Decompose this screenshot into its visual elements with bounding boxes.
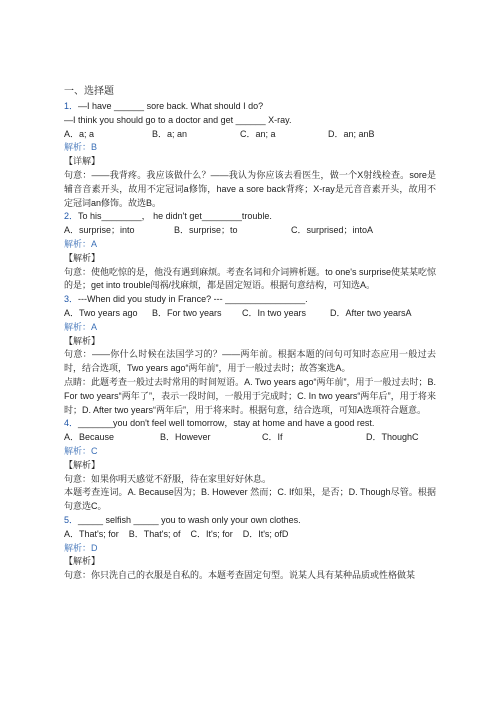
explanation-tag: 【详解】 (64, 156, 101, 167)
question-2 (64, 210, 436, 224)
options-row (64, 128, 436, 142)
options-row: A．That's; for B．That's; of C．It's; for D．It's; ofD (64, 528, 289, 539)
option-a: A．Because (64, 432, 115, 443)
explanation-note: 本题考查连词。A. Because因为；B. However 然而；C. If如果，是否；D. Though尽管。根据句意选C。 (64, 487, 436, 512)
explanation-tag: 【解析】 (64, 556, 101, 567)
question-1 (64, 100, 436, 114)
question-4 (64, 417, 436, 431)
question-number: 3． (64, 294, 79, 305)
explanation-text: 句意：——你什么时候在法国学习的？——两年前。根据本题的问句可知时态应用一般过去时，结合选项，Two years ago“两年前”，用于一般过去时；故答案选A。 (64, 349, 436, 374)
question-5 (64, 514, 436, 528)
question-text-line-2: —I think you should go to a doctor and get ______ X-ray. (64, 114, 292, 125)
question-text: ---When did you study in France? --- ________________. (78, 294, 308, 305)
question-3 (64, 293, 436, 307)
explanation-tag: 【解析】 (64, 459, 101, 470)
question-number: 5． (64, 514, 79, 525)
options-row (64, 224, 436, 238)
answer-label: 解析：A (64, 238, 98, 249)
option-d: D．After two yearsA (330, 307, 412, 318)
explanation-note: 点睛：此题考查一般过去时常用的时间短语。A. Two years ago“两年前”，用于一般过去时；B. For two years“两年了”，表示一段时间，一般用于完成时；C. In two years“两年后”，用于将来时；D. After two years“两年后”，用于将来时。根据句意，结合选项，可知A选项符合题意。 (64, 376, 436, 415)
option-d: D．ThoughC (366, 432, 419, 443)
explanation-tag: 【解析】 (64, 252, 101, 263)
option-a: A．Two years ago (64, 307, 138, 318)
option-b: B．surprise；to (174, 225, 238, 236)
question-number: 2． (64, 211, 79, 222)
options-row (64, 307, 436, 321)
explanation-text: 句意：——我背疼。我应该做什么？——我认为你应该去看医生，做一个X射线检查。sore是辅音音素开头，故用不定冠词a修饰，have a sore back背疼；X-ray是元音音素开头，故用不定冠词an修饰。故选B。 (64, 169, 436, 208)
option-a: A．surprise；into (64, 225, 135, 236)
question-text: To his________， he didn't get________trouble. (78, 211, 272, 222)
section-title: 一、选择题 (64, 86, 114, 97)
option-c: C．If (262, 432, 283, 443)
explanation-text: 句意：如果你明天感觉不舒服，待在家里好好休息。 (64, 473, 272, 484)
option-a: A．a; a (64, 128, 95, 139)
question-number: 1． (64, 101, 79, 111)
question-text: _____ selfish _____ you to wash only your own clothes. (78, 514, 301, 525)
option-d: D．an; anB (328, 128, 375, 139)
question-text: —I have ______ sore back. What should I do? (78, 101, 264, 111)
option-c: C．surprised；intoA (291, 225, 374, 236)
question-text: _______you don't feel well tomorrow，stay at home and have a good rest. (78, 418, 375, 429)
document-content (64, 85, 436, 583)
option-c: C．In two years (242, 307, 307, 318)
answer-label: 解析：D (64, 542, 98, 553)
explanation-tag: 【解析】 (64, 335, 101, 346)
explanation-text: 句意：使他吃惊的是，他没有遇到麻烦。考查名词和介词辨析题。to one's surprise使某某吃惊的是；get into trouble闯祸/找麻烦，都是固定短语。根据句意结构，可知选A。 (64, 266, 436, 291)
answer-label: 解析：A (64, 321, 98, 332)
answer-label: 解析：C (64, 445, 98, 456)
option-b: B．a; an (152, 128, 188, 139)
options-row (64, 431, 436, 445)
option-b: B．However (160, 432, 211, 443)
option-b: B．For two years (152, 307, 222, 318)
answer-label: 解析：B (64, 142, 98, 153)
question-number: 4． (64, 418, 79, 429)
option-c: C．an; a (240, 128, 276, 139)
explanation-text: 句意：你只洗自己的衣服是自私的。本题考查固定句型。说某人具有某种品质或性格做某 (64, 570, 416, 581)
